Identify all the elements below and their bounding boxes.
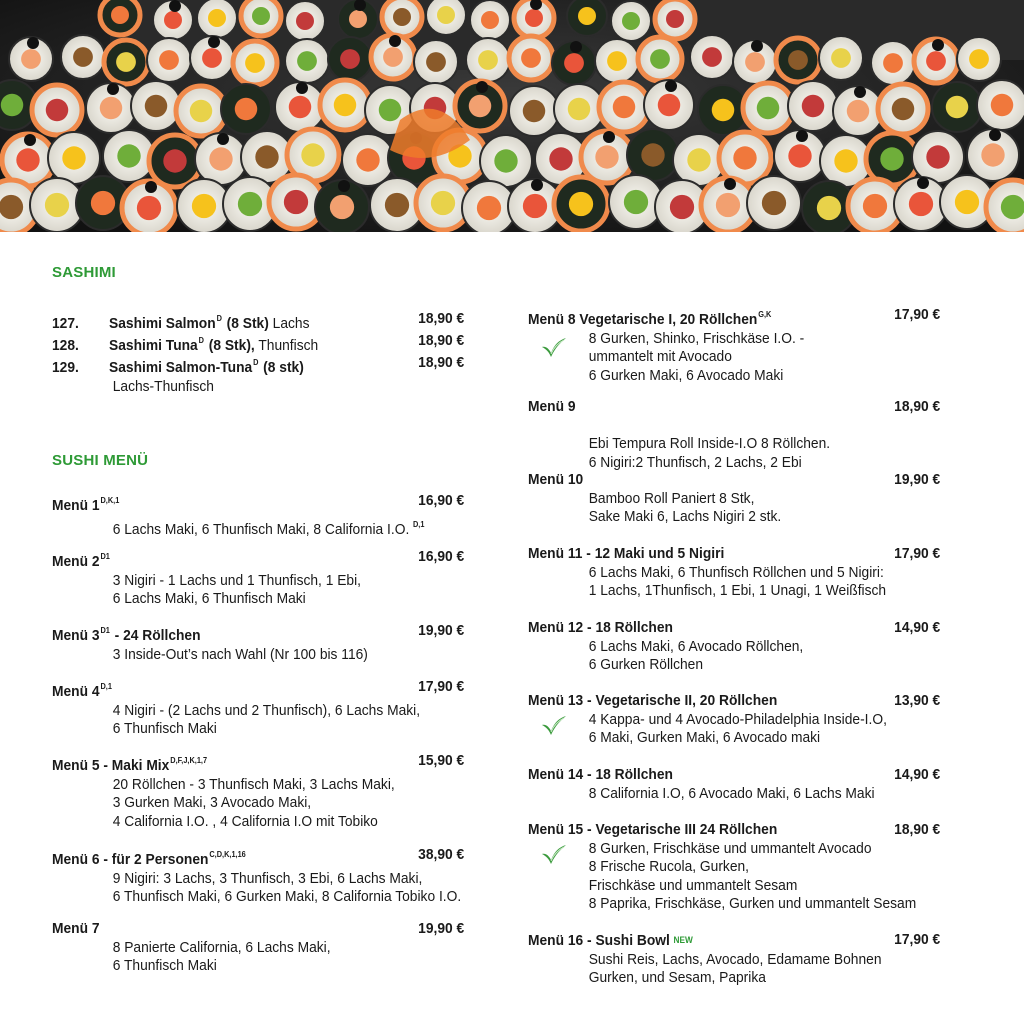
item-name: Menü 7	[52, 920, 100, 937]
item-price: 17,90 €	[418, 678, 465, 695]
item-name-suffix: (8 Stk),	[204, 337, 255, 354]
item-description-line: Ebi Tempura Roll Inside-I.O 8 Röllchen.	[588, 435, 831, 452]
item-description-line: 8 Gurken, Frischkäse und ummantelt Avocado	[588, 839, 872, 857]
menu-item	[528, 471, 959, 527]
item-name: Menü 6 - für 2 Personen	[52, 851, 209, 868]
item-price: 19,90 €	[418, 622, 465, 639]
item-description-line: 6 Thunfisch Maki, 6 Gurken Maki, 8 California Tobiko I.O.	[112, 888, 462, 905]
item-description-line: 3 Inside-Out’s nach Wahl (Nr 100 bis 116)	[112, 645, 368, 663]
item-description-line: 20 Röllchen - 3 Thunfisch Maki, 3 Lachs Maki,	[112, 775, 395, 793]
item-name-suffix: (8 Stk)	[222, 315, 269, 332]
vegetarian-check-icon	[540, 714, 568, 736]
item-price: 13,90 €	[894, 692, 941, 709]
item-description-line: Sake Maki 6, Lachs Nigiri 2 stk.	[588, 508, 782, 525]
description-text: 6 Lachs Maki, 6 Thunfisch Maki, 8 California I.O.	[112, 520, 410, 538]
menu-item	[52, 920, 483, 976]
allergen-code: G,K	[758, 310, 772, 319]
item-price: 38,90 €	[418, 846, 465, 863]
item-name: Menü 9	[528, 398, 576, 415]
allergen-code: D,1	[100, 682, 112, 691]
allergen-code: D	[253, 358, 259, 367]
menu-item	[52, 622, 483, 664]
item-description-line	[52, 516, 483, 540]
item-description-line	[528, 417, 959, 436]
item-description-line: Sushi Reis, Lachs, Avocado, Edamame Bohnen	[588, 950, 882, 968]
menu-item	[528, 692, 959, 748]
item-description-line: 6 Thunfisch Maki	[112, 720, 217, 737]
item-price: 14,90 €	[894, 766, 941, 783]
item-name: Menü 4	[52, 683, 100, 700]
item-description-line: Gurken, und Sesam, Paprika	[588, 969, 766, 986]
allergen-code: D	[198, 336, 204, 345]
item-description-line: 3 Gurken Maki, 3 Avocado Maki,	[112, 794, 312, 811]
menu-item	[52, 678, 483, 739]
item-number: 127.	[52, 315, 79, 332]
item-subtitle: Thunfisch	[254, 337, 319, 354]
item-price: 17,90 €	[894, 931, 941, 948]
item-description-line: 8 Paprika, Frischkäse, Gurken und ummantelt Sesam	[588, 895, 917, 912]
menu-item	[528, 545, 959, 601]
new-badge: NEW	[673, 935, 693, 945]
item-name: Menü 11 - 12 Maki und 5 Nigiri	[528, 545, 725, 562]
item-price: 19,90 €	[894, 471, 941, 488]
item-price: 14,90 €	[894, 619, 941, 636]
item-description-line: Frischkäse und ummantelt Sesam	[588, 876, 798, 894]
item-price: 18,90 €	[894, 821, 941, 838]
item-name: Sashimi Salmon	[109, 315, 216, 332]
item-price: 18,90 €	[418, 332, 465, 349]
item-subtitle: Lachs	[268, 315, 310, 332]
menu-item	[528, 619, 959, 675]
item-description: Lachs-Thunfisch	[112, 377, 214, 395]
item-description-line: 3 Nigiri - 1 Lachs und 1 Thunfisch, 1 Ebi,	[112, 571, 362, 589]
section-title-sashimi: SASHIMI	[52, 264, 116, 281]
menu-item-128	[52, 332, 473, 356]
item-name: Menü 1	[52, 497, 100, 514]
item-description-line: 6 Gurken Röllchen	[588, 656, 704, 673]
menu-item	[52, 548, 483, 609]
item-name: Menü 5 - Maki Mix	[52, 757, 170, 774]
menu-item	[52, 846, 483, 907]
item-description-line: ummantelt mit Avocado	[588, 348, 732, 365]
item-description-line: 6 Lachs Maki, 6 Thunfisch Röllchen und 5 Nigiri:	[588, 563, 884, 581]
item-name-suffix: (8 stk)	[259, 359, 304, 376]
item-description-line: 6 Maki, Gurken Maki, 6 Avocado maki	[588, 729, 821, 746]
item-price: 17,90 €	[894, 545, 941, 562]
item-description-line: 4 Nigiri - (2 Lachs und 2 Thunfisch), 6 Lachs Maki,	[112, 701, 421, 719]
menu-item-127	[52, 310, 473, 334]
item-description-line: 8 Gurken, Shinko, Frischkäse I.O. -	[588, 329, 805, 347]
menu-item	[52, 752, 483, 831]
menu-item-129	[52, 354, 473, 396]
item-description-line: 6 Nigiri:2 Thunfisch, 2 Lachs, 2 Ebi	[588, 453, 802, 471]
item-name: Menü 12 - 18 Röllchen	[528, 619, 673, 636]
item-name-suffix: - 24 Röllchen	[110, 627, 201, 644]
item-name: Menü 14 - 18 Röllchen	[528, 766, 673, 783]
allergen-code: D,F,J,K,1,7	[170, 756, 208, 765]
allergen-code: D,1	[412, 519, 425, 529]
menu-item	[528, 766, 959, 803]
item-description-line: Bamboo Roll Paniert 8 Stk,	[588, 489, 755, 507]
item-description-line: 8 California I.O, 6 Avocado Maki, 6 Lachs Maki	[588, 784, 875, 802]
item-description-line: 1 Lachs, 1Thunfisch, 1 Ebi, 1 Unagi, 1 Weißfisch	[588, 582, 887, 599]
item-price: 18,90 €	[418, 310, 465, 327]
item-description-line: 9 Nigiri: 3 Lachs, 3 Thunfisch, 3 Ebi, 6 Lachs Maki,	[112, 869, 423, 887]
item-price: 18,90 €	[418, 354, 465, 371]
vegetarian-check-icon	[540, 336, 568, 358]
item-description-line: 4 Kappa- und 4 Avocado-Philadelphia Inside-I.O,	[588, 710, 887, 728]
allergen-code: D1	[100, 552, 110, 561]
item-description-line: 4 California I.O. , 4 California I.O mit Tobiko	[112, 812, 378, 830]
menu-item	[528, 931, 959, 988]
item-price: 18,90 €	[894, 398, 941, 415]
item-price: 19,90 €	[418, 920, 465, 937]
hero-sushi-photo	[0, 0, 1024, 232]
allergen-code: D1	[100, 626, 110, 635]
sushi-platter-illustration	[0, 0, 1024, 232]
item-name: Menü 16 - Sushi Bowl	[528, 932, 670, 949]
menu-item	[52, 492, 483, 539]
item-price: 16,90 €	[418, 492, 465, 509]
item-description-line: 6 Lachs Maki, 6 Avocado Röllchen,	[588, 637, 804, 655]
item-price: 17,90 €	[894, 306, 941, 323]
item-name: Menü 15 - Vegetarische III 24 Röllchen	[528, 821, 778, 838]
item-name: Menü 8 Vegetarische I, 20 Röllchen	[528, 311, 758, 328]
item-name: Menü 13 - Vegetarische II, 20 Röllchen	[528, 692, 778, 709]
allergen-code: D	[216, 314, 222, 323]
section-title-sushi-menu: SUSHI MENÜ	[52, 452, 149, 469]
item-description-line: 6 Lachs Maki, 6 Thunfisch Maki	[112, 590, 306, 607]
item-name: Menü 2	[52, 553, 100, 570]
menu-item	[528, 398, 959, 472]
allergen-code: C,D,K,1,16	[209, 850, 246, 859]
item-name: Sashimi Salmon-Tuna	[109, 359, 253, 376]
item-description-line: 6 Thunfisch Maki	[112, 957, 217, 974]
item-name: Menü 10	[528, 471, 584, 488]
menu-item	[528, 306, 959, 385]
item-description-line: 8 Panierte California, 6 Lachs Maki,	[112, 938, 331, 956]
item-price: 16,90 €	[418, 548, 465, 565]
item-number: 129.	[52, 359, 79, 376]
item-name: Menü 3	[52, 627, 100, 644]
item-description-line: 8 Frische Rucola, Gurken,	[588, 858, 750, 875]
allergen-code: D,K,1	[100, 496, 120, 505]
vegetarian-check-icon	[540, 843, 568, 865]
menu-item	[528, 821, 959, 914]
item-price: 15,90 €	[418, 752, 465, 769]
item-description-line: 6 Gurken Maki, 6 Avocado Maki	[588, 366, 784, 384]
item-name: Sashimi Tuna	[109, 337, 198, 354]
item-number: 128.	[52, 337, 79, 354]
